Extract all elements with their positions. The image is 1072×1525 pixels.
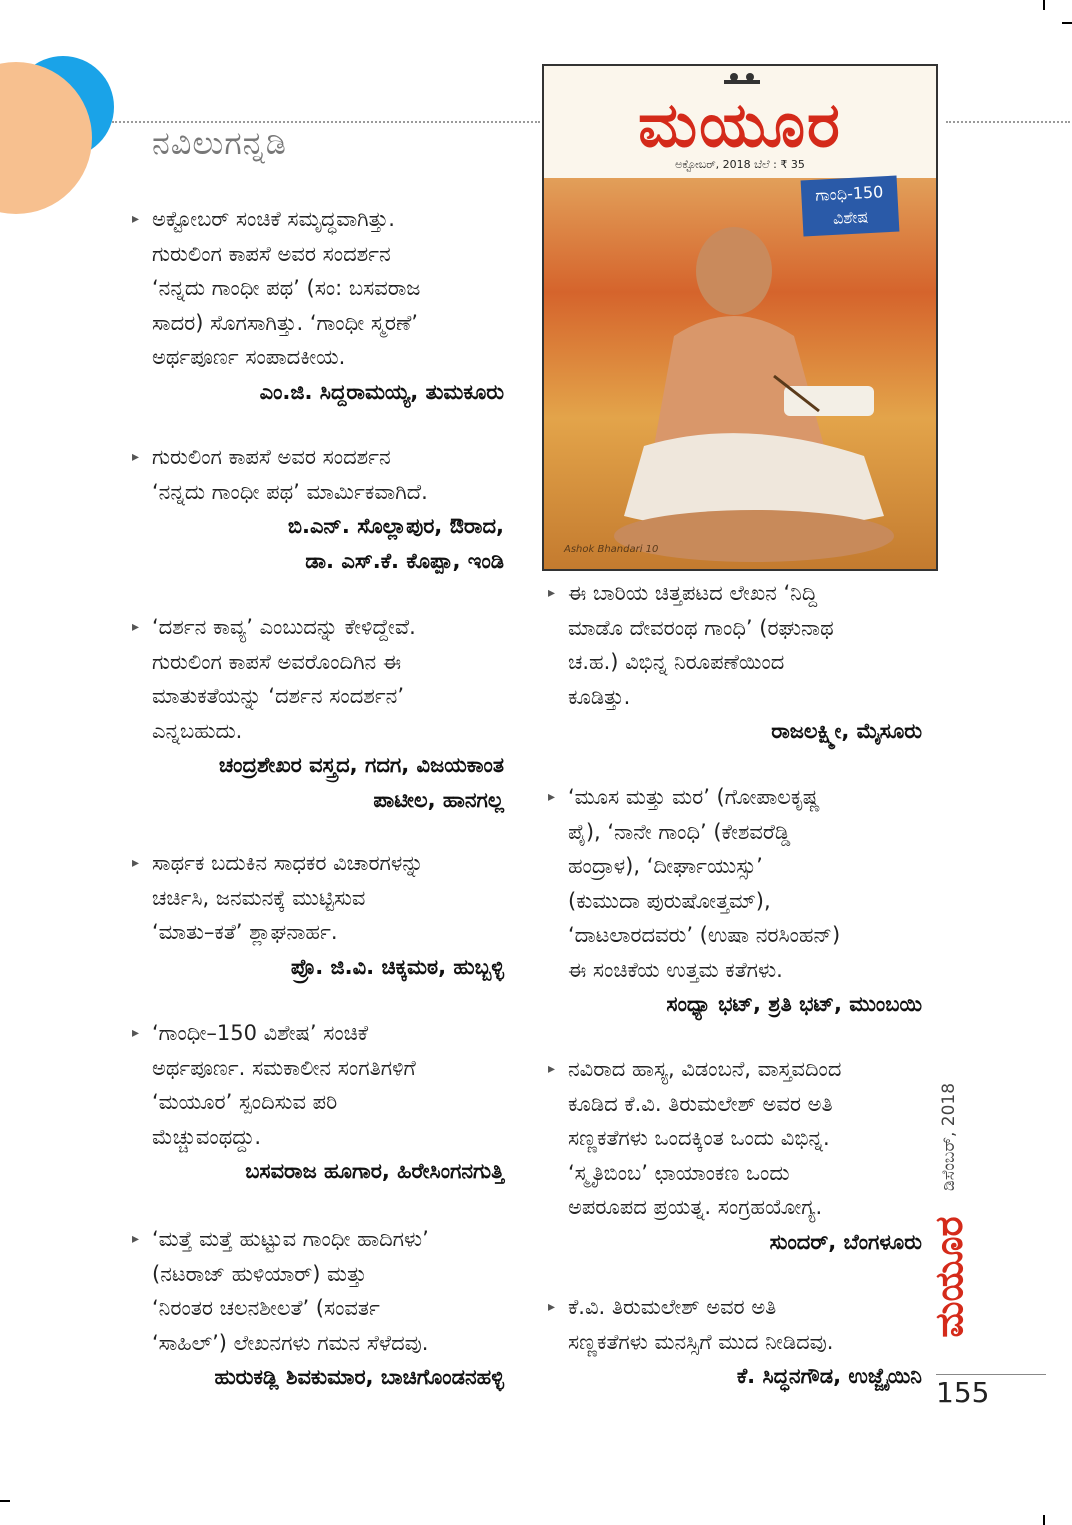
letter-line: ಕೆ.ವಿ. ತಿರುಮಲೇಶ್ ಅವರ ಅತಿ [568, 1295, 777, 1319]
bullet-icon: ▸ [132, 449, 140, 465]
letter-line: ಗುರುಲಿಂಗ ಕಾಪಸೆ ಅವರ ಸಂದರ್ಶನ [152, 445, 391, 469]
letter-line: ಗುರುಲಿಂಗ ಕಾಪಸೆ ಅವರೊಂದಿಗಿನ ಈ [152, 649, 402, 674]
letter-line: ‘ಮಾತು–ಕತೆ’ ಶ್ಲಾಘನಾರ್ಹ. [152, 920, 338, 944]
bullet-icon: ▸ [132, 619, 140, 635]
bullet-icon: ▸ [548, 585, 556, 601]
letter-left-6 [132, 1222, 504, 1395]
section-title: ನವಿಲುಗನ್ನಡಿ [152, 124, 287, 162]
letter-line: ‘ನಿರಂತರ ಚಲನಶೀಲತೆ’ (ಸಂವರ್ತ [152, 1296, 380, 1320]
letter-line: ‘ದಾಟಲಾರದವರು’ (ಉಷಾ ನರಸಿಂಹನ್) [568, 923, 841, 947]
letter-line: ಚರ್ಚಿಸಿ, ಜನಮನಕ್ಕೆ ಮುಟ್ಟಿಸುವ [152, 885, 366, 910]
letter-line: ಮೆಚ್ಚುವಂಥದ್ದು. [152, 1124, 262, 1149]
cover-issue-line: ಅಕ್ಟೋಬರ್, 2018 ಬೆಲೆ : ₹ 35 [675, 158, 805, 171]
letter-line: ಮಾತುಕತೆಯನ್ನು ‘ದರ್ಶನ ಸಂದರ್ಶನ’ [152, 684, 405, 708]
letter-line: ಅರ್ಥಪೂರ್ಣ ಸಂಪಾದಕೀಯ. [152, 345, 346, 369]
letter-line: ಸಣ್ಣಕತೆಗಳು ಒಂದಕ್ಕಿಂತ ಒಂದು ವಿಭಿನ್ನ. [568, 1126, 830, 1150]
bullet-icon: ▸ [132, 855, 140, 871]
letter-line: ಸಾರ್ಥಕ ಬದುಕಿನ ಸಾಧಕರ ವಿಚಾರಗಳನ್ನು [152, 851, 424, 875]
badge-line-2: ವಿಶೇಷ [832, 207, 869, 228]
letter-line: ‘ಮಯೂರ’ ಸ್ಪಂದಿಸುವ ಪರಿ [152, 1090, 338, 1114]
letter-line: (ಕುಮುದಾ ಪುರುಷೋತ್ತಮ್), [568, 888, 771, 913]
emblem-icon [722, 70, 762, 86]
letter-line: ‘ದರ್ಶನ ಕಾವ್ಯ’ ಎಂಬುದನ್ನು ಕೇಳಿದ್ದೇವೆ. [152, 615, 416, 639]
letter-right-4 [548, 1290, 922, 1394]
letter-line: ಎನ್ನಬಹುದು. [152, 718, 243, 743]
letter-signature: ಸುಂದರ್, ಬೆಂಗಳೂರು [769, 1229, 922, 1254]
letter-signature: ಎಂ.ಜಿ. ಸಿದ್ದರಾಮಯ್ಯ, ತುಮಕೂರು [259, 379, 504, 404]
letter-signature: ಬಿ.ಎನ್. ಸೊಲ್ಲಾಪುರ, ಔರಾದ, [287, 514, 504, 538]
letter-signature: ಸಂಧ್ಯಾ ಭಟ್, ಶ್ರತಿ ಭಟ್, ಮುಂಬಯಿ [666, 992, 922, 1016]
letter-left-1 [132, 202, 504, 409]
page-number: 155 [936, 1376, 990, 1409]
letter-line: ಕೂಡಿದ ಕೆ.ವಿ. ತಿರುಮಲೇಶ್ ಅವರ ಅತಿ [568, 1091, 833, 1116]
letter-line: ಸಾದರ) ಸೊಗಸಾಗಿತ್ತು. ‘ಗಾಂಧೀ ಸ್ಮರಣೆ’ [152, 310, 418, 335]
letter-signature: ರಾಜಲಕ್ಷ್ಮೀ, ಮೈಸೂರು [771, 719, 922, 743]
letter-signature: ಪಾಟೀಲ, ಹಾನಗಲ್ಲ [373, 787, 504, 812]
letter-line: ಅರ್ಥಪೂರ್ಣ. ಸಮಕಾಲೀನ ಸಂಗತಿಗಳಿಗೆ [152, 1055, 416, 1080]
letter-line: ಈ ಬಾರಿಯ ಚಿತ್ತಪಟದ ಲೇಖನ ‘ನಿದ್ದಿ [568, 581, 818, 605]
letter-signature: ಪ್ರೊ. ಜಿ.ವಿ. ಚಿಕ್ಕಮಠ, ಹುಬ್ಬಳ್ಳಿ [290, 954, 504, 979]
letter-left-4 [132, 846, 504, 984]
letter-left-3 [132, 610, 504, 817]
letter-line: (ನಟರಾಜ್ ಹುಳಿಯಾರ್) ಮತ್ತು [152, 1261, 367, 1286]
letter-line: ‘ಮತ್ತೆ ಮತ್ತೆ ಹುಟ್ಟುವ ಗಾಂಧೀ ಹಾದಿಗಳು’ [152, 1227, 429, 1251]
letter-signature: ಕೆ. ಸಿದ್ಧನಗೌಡ, ಉಜ್ಜೈಯಿನಿ [736, 1364, 922, 1388]
letter-line: ‘ಸ್ಮೃತಿಬಿಂಬ’ ಛಾಯಾಂಕಣ ಒಂದು [568, 1160, 790, 1185]
letter-line: ಈ ಸಂಚಿಕೆಯ ಉತ್ತಮ ಕತೆಗಳು. [568, 957, 783, 982]
magazine-cover [542, 64, 938, 571]
letter-right-3 [548, 1052, 922, 1259]
letter-line: ‘ಗಾಂಧೀ–150 ವಿಶೇಷ’ ಸಂಚಿಕೆ [152, 1021, 369, 1045]
letter-line: ಕೂಡಿತ್ತು. [568, 684, 631, 709]
bullet-icon: ▸ [548, 789, 556, 805]
crop-mark-right [1062, 22, 1072, 24]
cover-title: ಮಯೂರ [638, 88, 842, 161]
bullet-icon: ▸ [132, 1231, 140, 1247]
letter-right-2 [548, 780, 922, 1022]
letter-signature: ಬಸವರಾಜ ಹೂಗಾರ, ಹಿರೇಸಿಂಗನಗುತ್ತಿ [245, 1159, 504, 1183]
letter-line: ಅಪರೂಪದ ಪ್ರಯತ್ನ. ಸಂಗ್ರಹಯೋಗ್ಯ. [568, 1195, 823, 1219]
issue-date: ಡಿಸೆಂಬರ್, 2018 [939, 1082, 959, 1192]
letter-line: ಗುರುಲಿಂಗ ಕಾಪಸೆ ಅವರ ಸಂದರ್ಶನ [152, 241, 391, 266]
crop-mark-bottom [1043, 1515, 1045, 1525]
crop-mark-left-bottom [0, 1500, 10, 1502]
bullet-icon: ▸ [132, 1025, 140, 1041]
gandhi-illustration [584, 216, 904, 566]
artist-signature: Ashok Bhandari 10 [564, 544, 659, 555]
letter-line: ‘ನನ್ನದು ಗಾಂಧೀ ಪಥ’ ಮಾರ್ಮಿಕವಾಗಿದೆ. [152, 479, 428, 504]
letter-line: ‘ಸಾಹಿಲ್’) ಲೇಖನಗಳು ಗಮನ ಸೆಳೆದವು. [152, 1330, 429, 1355]
dotted-rule-right [946, 121, 1070, 123]
letter-line: ಅಕ್ಟೋಬರ್ ಸಂಚಿಕೆ ಸಮೃದ್ಧವಾಗಿತ್ತು. [152, 207, 395, 231]
letter-signature: ಡಾ. ಎಸ್.ಕೆ. ಕೊಪ್ಪಾ, ಇಂಡಿ [305, 548, 504, 573]
letter-right-1 [548, 576, 922, 749]
bullet-icon: ▸ [548, 1061, 556, 1077]
letter-left-2 [132, 440, 504, 578]
page-number-rule [936, 1374, 1046, 1375]
bullet-icon: ▸ [548, 1299, 556, 1315]
letter-line: ‘ಮೂಸ ಮತ್ತು ಮರ’ (ಗೋಪಾಲಕೃಷ್ಣ [568, 785, 821, 809]
letter-line: ಚ.ಹ.) ವಿಭಿನ್ನ ನಿರೂಪಣೆಯಿಂದ [568, 650, 785, 674]
brand-logo: ಮಯೂರ [927, 1216, 971, 1338]
letter-line: ಮಾಡೊ ದೇವರಂಥ ಗಾಂಧಿ’ (ರಘುನಾಥ [568, 615, 834, 640]
bullet-icon: ▸ [132, 211, 140, 227]
vertical-footer [924, 1075, 976, 1380]
letter-line: ಸಣ್ಣಕತೆಗಳು ಮನಸ್ಸಿಗೆ ಮುದ ನೀಡಿದವು. [568, 1329, 834, 1354]
letter-line: ಹಂದ್ರಾಳ), ‘ದೀರ್ಘಾಯುಸ್ಸು’ [568, 854, 763, 878]
letter-line: ಪೈ), ‘ನಾನೇ ಗಾಂಧಿ’ (ಕೇಶವರೆಡ್ಡಿ [568, 819, 791, 844]
badge-line-1: ಗಾಂಧಿ-150 [814, 182, 884, 205]
letter-line: ನವಿರಾದ ಹಾಸ್ಯ, ವಿಡಂಬನೆ, ವಾಸ್ತವದಿಂದ [568, 1057, 842, 1081]
letter-left-5 [132, 1016, 504, 1189]
letter-line: ‘ನನ್ನದು ಗಾಂಧೀ ಪಥ’ (ಸಂ: ಬಸವರಾಜ [152, 276, 421, 300]
crop-mark-top [1043, 0, 1045, 10]
letter-signature: ಚಂದ್ರಶೇಖರ ವಸ್ತ್ರದ, ಗದಗ, ವಿಜಯಕಾಂತ [218, 753, 504, 777]
letter-signature: ಹುರುಕಡ್ಲಿ ಶಿವಕುಮಾರ, ಬಾಚಿಗೊಂಡನಹಳ್ಳಿ [214, 1365, 504, 1389]
dotted-rule-left [112, 121, 540, 123]
